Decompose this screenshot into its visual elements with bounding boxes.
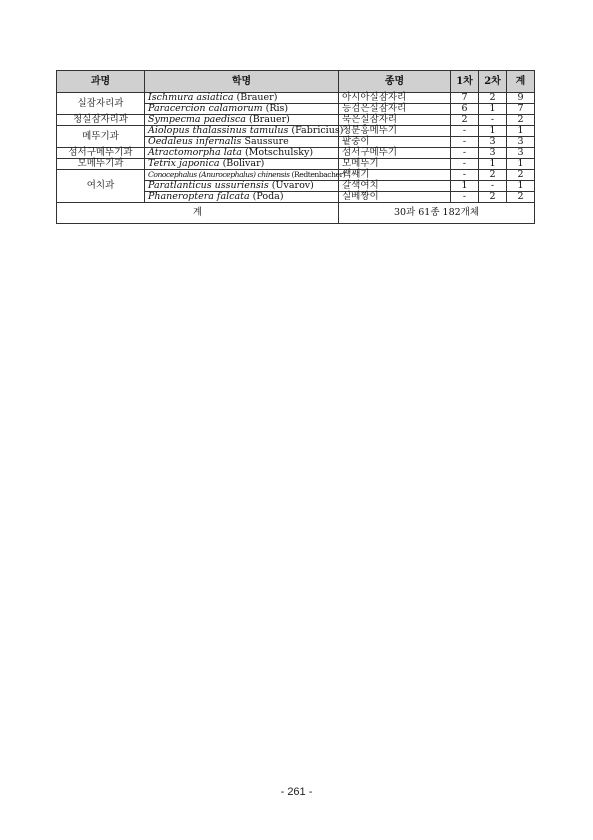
scientific-name-cell [145,93,339,104]
author: (Redtenbacher) [291,170,346,180]
table-row [57,115,535,126]
first-survey-count: - [451,159,479,170]
second-survey-count: 1 [479,159,507,170]
first-survey-count: - [451,170,479,181]
header-scientific-name: 학명 [145,71,339,93]
family-cell: 모메뚜기과 [57,159,145,170]
first-survey-count: - [451,137,479,148]
family-cell: 실잠자리과 [57,93,145,115]
total-count: 7 [507,104,535,115]
genus-species: Phaneroptera falcata [148,191,250,203]
genus-species: Tetrix japonica [148,158,220,170]
second-survey-count: 2 [479,192,507,203]
total-label: 계 [57,203,339,224]
genus-species: Paracercion calamorum [148,103,263,115]
korean-name-cell: 팥중이 [339,137,451,148]
korean-name-cell: 묵은실잠자리 [339,115,451,126]
total-summary: 30과 61종 182개체 [339,203,535,224]
genus-species: Oedaleus infernalis [148,136,242,148]
total-count: 2 [507,115,535,126]
author: (Bolivar) [222,158,265,170]
author: (Motschulsky) [244,147,314,159]
table-row [57,170,535,181]
author: (Poda) [252,191,284,203]
second-survey-count: 2 [479,170,507,181]
korean-name-cell: 모메뚜기 [339,159,451,170]
scientific-name-cell [145,137,339,148]
total-count: 1 [507,181,535,192]
header-korean-name: 종명 [339,71,451,93]
korean-name-cell: 실베짱이 [339,192,451,203]
korean-name-cell: 등검은실잠자리 [339,104,451,115]
genus-species: Atractomorpha lata [148,147,242,159]
first-survey-count: - [451,192,479,203]
author: (Brauer) [248,114,290,126]
total-count: 2 [507,170,535,181]
author: (Brauer) [236,92,278,104]
scientific-name-cell [145,159,339,170]
total-count: 3 [507,148,535,159]
first-survey-count: 6 [451,104,479,115]
total-count: 2 [507,192,535,203]
scientific-name-cell [145,181,339,192]
korean-name-cell: 쌕쌔기 [339,170,451,181]
total-row [57,203,535,224]
total-count: 9 [507,93,535,104]
header-total: 계 [507,71,535,93]
scientific-name-cell [145,192,339,203]
author: (Fabricius) [291,125,344,137]
header-family: 과명 [57,71,145,93]
header-first-survey: 1차 [451,71,479,93]
family-cell: 섬서구메뚜기과 [57,148,145,159]
scientific-name-cell [145,115,339,126]
scientific-name-cell [145,104,339,115]
page-number: - 261 - [280,786,313,798]
first-survey-count: - [451,148,479,159]
total-count: 1 [507,159,535,170]
table-body [57,93,535,203]
second-survey-count: 1 [479,126,507,137]
total-count: 3 [507,137,535,148]
family-cell: 메뚜기과 [57,126,145,148]
genus-species: Ischmura asiatica [148,92,234,104]
author: (Ris) [265,103,289,115]
scientific-name-cell [145,125,344,137]
second-survey-count: 1 [479,104,507,115]
second-survey-count: 3 [479,148,507,159]
korean-name-cell: 청분홍메뚜기 [339,126,451,137]
first-survey-count: 7 [451,93,479,104]
family-cell: 여치과 [57,170,145,203]
first-survey-count: 1 [451,181,479,192]
total-count: 1 [507,126,535,137]
korean-name-cell: 섬서구메뚜기 [339,148,451,159]
genus-species: Paratlanticus ussuriensis [148,180,269,192]
author: (Uvarov) [271,180,314,192]
korean-name-cell: 아시아실잠자리 [339,93,451,104]
second-survey-count: 3 [479,137,507,148]
genus-species: Sympecma paedisca [148,114,246,126]
genus-species: Aiolopus thalassinus tamulus [148,125,289,137]
header-second-survey: 2차 [479,71,507,93]
species-table [56,70,535,224]
scientific-name-cell [145,148,339,159]
author: Saussure [244,136,289,148]
second-survey-count: 2 [479,93,507,104]
table-row [57,148,535,159]
first-survey-count: 2 [451,115,479,126]
table-header-row [57,71,535,93]
table-row [57,126,535,137]
table-row [57,159,535,170]
korean-name-cell: 갈색여치 [339,181,451,192]
family-cell: 청실잠자리과 [57,115,145,126]
second-survey-count: - [479,115,507,126]
second-survey-count: - [479,181,507,192]
genus-species: Conocephalus (Anurocephalus) chinensis [148,170,290,180]
scientific-name-cell [145,170,346,181]
table-row [57,93,535,104]
first-survey-count: - [451,126,479,137]
